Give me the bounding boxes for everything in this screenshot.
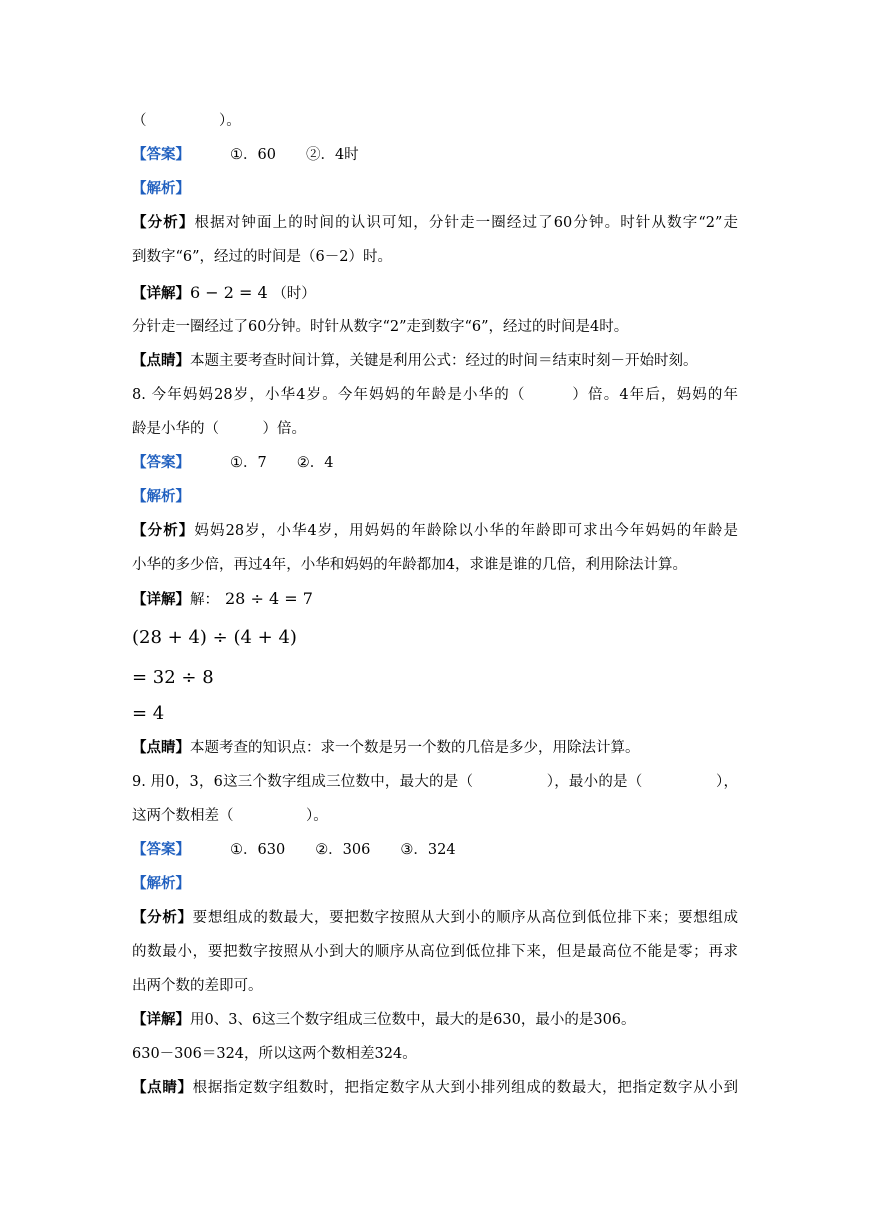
text-span: 本题考查的知识点：求一个数是另一个数的几倍是多少，用除法计算。 <box>190 740 640 756</box>
answer-item: ①．630 <box>230 842 286 858</box>
text-span: （ ）。 <box>132 113 241 129</box>
answer-line <box>132 840 742 860</box>
fenxi-tag: 【分析】 <box>132 909 193 926</box>
answer-item: ③．324 <box>400 842 456 858</box>
xiangjie-tag: 【详解】 <box>132 591 190 608</box>
fenxi-tag: 【分析】 <box>132 214 195 231</box>
text-line <box>132 351 742 371</box>
answer-item: ①．7 <box>230 455 267 471</box>
answer-tag: 【答案】 <box>132 841 190 858</box>
math-expression: = 32 ÷ 8 <box>132 667 214 688</box>
xiangjie-tag: 【详解】 <box>132 1011 190 1028</box>
text-span: （时） <box>272 286 316 302</box>
math-line <box>132 668 742 689</box>
text-span: 小华的多少倍，再过4年，小华和妈妈的年龄都加4，求谁是谁的几倍，利用除法计算。 <box>132 557 687 573</box>
question-line <box>132 772 738 792</box>
question-text: 这两个数相差（ ）。 <box>132 808 328 824</box>
text-span: 本题主要考查时间计算，关键是利用公式：经过的时间＝结束时刻－开始时刻。 <box>190 353 698 369</box>
text-span: 出两个数的差即可。 <box>132 978 263 994</box>
analysis-tag: 【解析】 <box>132 180 190 197</box>
text-span: 分针走一圈经过了60分钟。时针从数字“2”走到数字“6”，经过的时间是4时。 <box>132 319 629 335</box>
question-line <box>132 419 742 439</box>
text-span: 妈妈28岁，小华4岁，用妈妈的年龄除以小华的年龄即可求出今年妈妈的年龄是 <box>194 523 738 539</box>
text-line <box>132 213 738 233</box>
text-span: 解： <box>190 592 219 608</box>
xiangjie-tag: 【详解】 <box>132 285 190 302</box>
text-line <box>132 283 742 304</box>
text-span: 根据指定数字组数时，把指定数字从大到小排列组成的数最大，把指定数字从小到 <box>192 1080 739 1096</box>
answer-tag: 【答案】 <box>132 454 190 471</box>
text-line <box>132 555 742 575</box>
dianjing-tag: 【点睛】 <box>132 352 190 369</box>
math-expression: 28 ÷ 4 = 7 <box>225 589 313 608</box>
text-line <box>132 1010 742 1030</box>
analysis-tag: 【解析】 <box>132 488 190 505</box>
analysis-heading <box>132 487 742 507</box>
text-line <box>132 942 738 962</box>
fenxi-tag: 【分析】 <box>132 522 195 539</box>
dianjing-tag: 【点睛】 <box>132 739 190 756</box>
answer-tag: 【答案】 <box>132 146 190 163</box>
math-expression: (28 + 4) ÷ (4 + 4) <box>132 627 297 648</box>
dianjing-tag: 【点睛】 <box>132 1079 193 1096</box>
question-line <box>132 385 738 405</box>
text-line <box>132 976 742 996</box>
text-span: 630－306＝324，所以这两个数相差324。 <box>132 1046 417 1062</box>
math-expression: 6 − 2 = 4 <box>190 283 268 302</box>
analysis-tag: 【解析】 <box>132 875 190 892</box>
text-span: 要想组成的数最大，要把数字按照从大到小的顺序从高位到低位排下来；要想组成 <box>192 910 739 926</box>
text-line <box>132 247 742 267</box>
text-line <box>132 111 742 131</box>
math-line <box>132 628 742 649</box>
text-line <box>132 1078 738 1098</box>
analysis-heading <box>132 874 742 894</box>
text-span: 用0、3、6这三个数字组成三位数中，最大的是630，最小的是306。 <box>190 1012 636 1028</box>
text-line <box>132 738 742 758</box>
text-line <box>132 589 742 610</box>
question-text: 9. 用0，3，6这三个数字组成三位数中，最大的是（ ），最小的是（ ）， <box>132 774 738 790</box>
math-line <box>132 704 742 725</box>
question-text: 8. 今年妈妈28岁，小华4岁。今年妈妈的年龄是小华的（ ）倍。4年后，妈妈的年 <box>132 387 738 403</box>
answer-item: ②．306 <box>315 842 371 858</box>
answer-item: ①．60 <box>230 147 276 163</box>
question-text: 龄是小华的（ ）倍。 <box>132 421 306 437</box>
analysis-heading <box>132 179 742 199</box>
math-expression: = 4 <box>132 703 165 724</box>
answer-item: ②．4时 <box>305 147 359 163</box>
text-line <box>132 521 738 541</box>
text-span: 根据对钟面上的时间的认识可知，分针走一圈经过了60分钟。时针从数字“2”走 <box>194 215 739 231</box>
answer-line <box>132 145 742 165</box>
text-span: 的数最小，要把数字按照从小到大的顺序从高位到低位排下来，但是最高位不能是零；再求 <box>132 944 738 960</box>
answer-line <box>132 453 742 473</box>
text-span: 到数字“6”，经过的时间是（6－2）时。 <box>132 249 393 265</box>
text-line <box>132 908 738 928</box>
question-line <box>132 806 742 826</box>
answer-item: ②．4 <box>296 455 334 471</box>
text-line <box>132 1044 742 1064</box>
text-line <box>132 317 742 337</box>
